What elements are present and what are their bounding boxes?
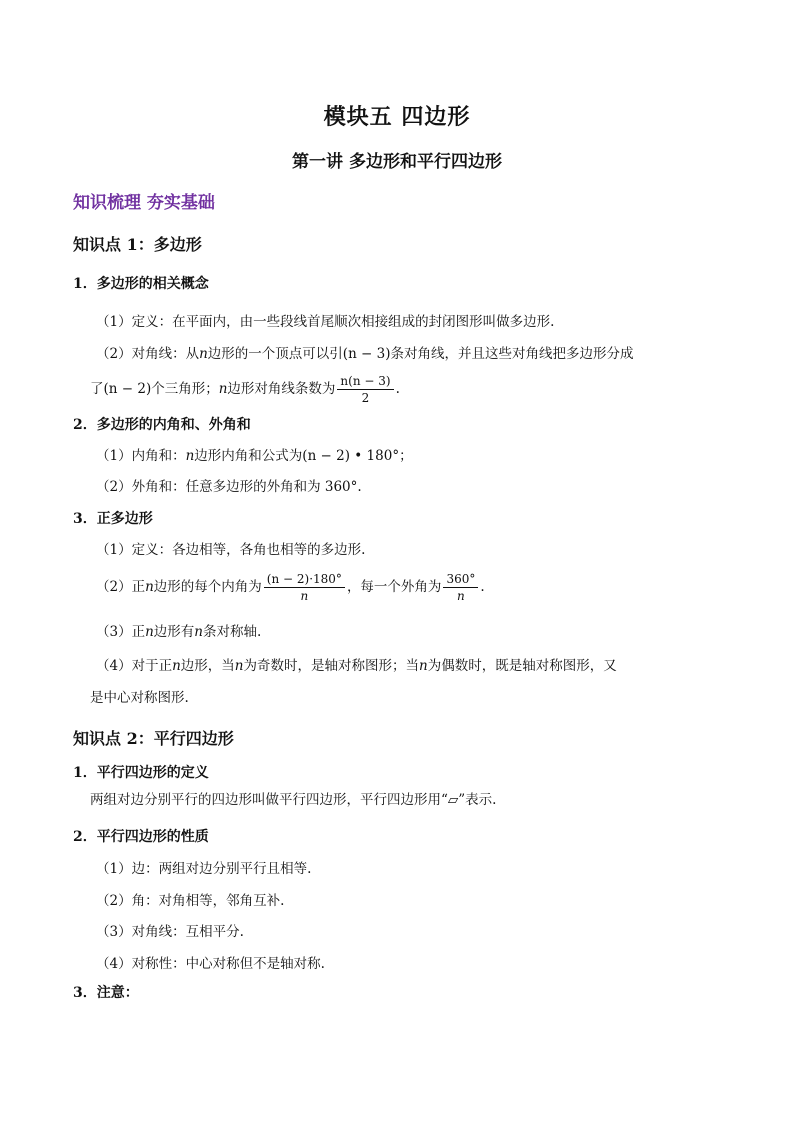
expr-n-minus-3: (n − 3) (342, 346, 391, 362)
property-symmetry: （4）对称性：中心对称但不是轴对称. (96, 956, 325, 972)
interior-angle-fraction: $\frac{(n - 2)\cdot 180^\circ}{n}$ (264, 572, 345, 603)
exterior-angle-sum: （2）外角和：任意多边形的外角和为 360°. (96, 479, 362, 495)
kp2-s3-heading: 3．注意： (73, 985, 139, 1001)
diagonal-line-1: （2）对角线：从n边形的一个顶点可以引(n − 3)条对角线，并且这些对角线把多边形分成 (96, 346, 634, 362)
kp2-heading: 知识点 2：平行四边形 (73, 729, 234, 748)
kp2-s2-heading: 2．平行四边形的性质 (73, 829, 209, 845)
kp1-s2-heading: 2．多边形的内角和、外角和 (73, 417, 251, 433)
kp2-s1-heading: 1．平行四边形的定义 (73, 765, 209, 781)
regular-polygon-symmetry: （4）对于正n边形，当n为奇数时，是轴对称图形；当n为偶数时，既是轴对称图形，又 (96, 658, 617, 674)
regular-polygon-symmetry-cont: 是中心对称图形. (90, 690, 189, 706)
exterior-angle-fraction: $\frac{360^\circ}{n}$ (443, 572, 478, 603)
property-edges: （1）边：两组对边分别平行且相等. (96, 861, 312, 877)
kp1-s3-heading: 3．正多边形 (73, 511, 153, 527)
kp1-heading: 知识点 1：多边形 (73, 235, 202, 254)
regular-polygon-axes: （3）正n边形有n条对称轴. (96, 624, 262, 640)
lecture-subtitle: 第一讲 多边形和平行四边形 (292, 152, 502, 172)
kp1-s1-heading: 1．多边形的相关概念 (73, 276, 209, 292)
parallelogram-definition: 两组对边分别平行的四边形叫做平行四边形，平行四边形用“▱”表示. (90, 792, 497, 808)
regular-polygon-definition: （1）定义：各边相等，各角也相等的多边形. (96, 542, 366, 558)
property-angles: （2）角：对角相等，邻角互补. (96, 893, 285, 909)
regular-polygon-angles: （2）正n边形的每个内角为 $\frac{(n - 2)\cdot 180^\circ}{n}$ ，每一个外角为 $\frac{360^\circ}{n}$ . (96, 572, 485, 603)
expr-n-minus-2: (n − 2) (103, 381, 152, 397)
interior-angle-sum: （1）内角和：n边形内角和公式为(n − 2) • 180°； (96, 448, 413, 464)
diagonal-line-2: 了(n − 2)个三角形；n边形对角线条数为 $\frac{n(n - 3)}{2}$ . (90, 374, 400, 405)
polygon-definition: （1）定义：在平面内，由一些段线首尾顺次相接组成的封闭图形叫做多边形. (96, 314, 555, 330)
section-banner: 知识梳理 夯实基础 (73, 193, 215, 213)
property-diagonals: （3）对角线：互相平分. (96, 924, 244, 940)
diagonal-count-fraction: $\frac{n(n - 3)}{2}$ (337, 374, 393, 405)
page-title: 模块五 四边形 (323, 104, 471, 130)
